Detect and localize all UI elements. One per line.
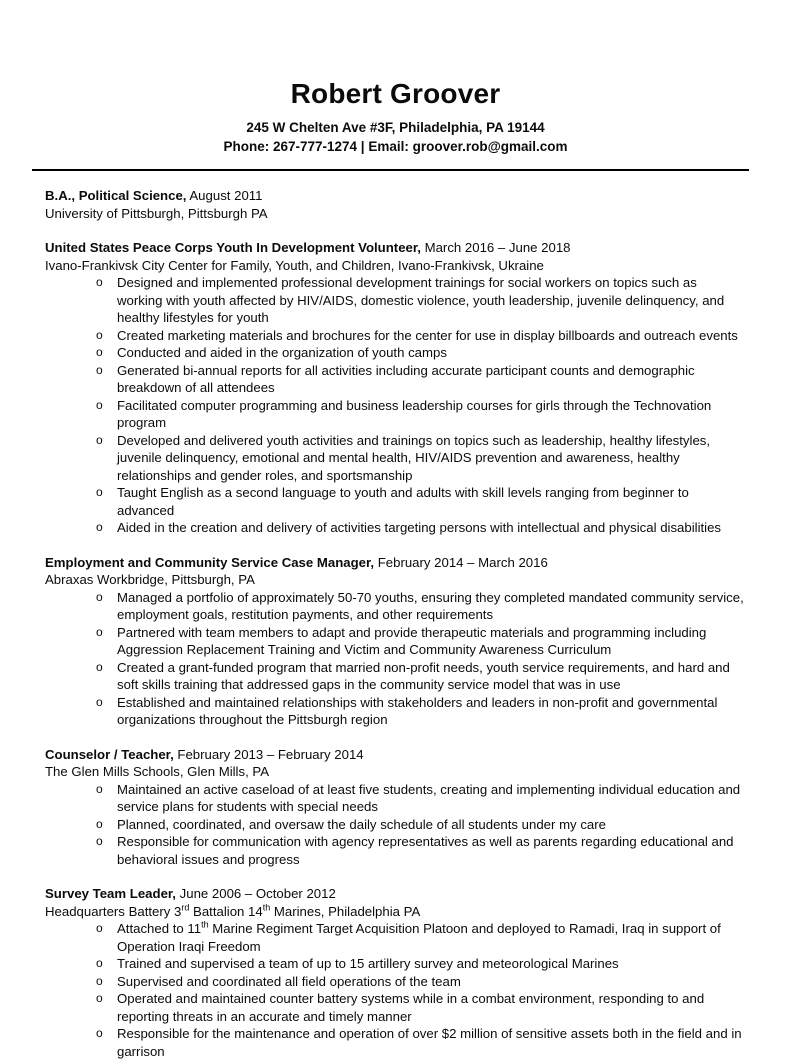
section-subtitle: Headquarters Battery 3rd Battalion 14th Marines, Philadelphia PA xyxy=(45,902,421,919)
bullet-list xyxy=(45,920,745,1060)
sections-container xyxy=(0,171,791,1060)
section-heading xyxy=(45,187,745,205)
bullet-marker: o xyxy=(96,589,103,604)
bullet-item xyxy=(45,659,745,694)
bullet-text: Created marketing materials and brochures for the center for use in display billboards and outreach events xyxy=(117,327,738,343)
bullet-marker: o xyxy=(96,327,103,342)
bullet-text: Supervised and coordinated all field operations of the team xyxy=(117,973,461,989)
bullet-text: Designed and implemented professional development trainings for social workers on topics such as working with youth affected by HIV/AIDS, domestic violence, youth leadership, juvenile delinquency, and healthy lifestyles for youth xyxy=(117,275,725,326)
section-heading xyxy=(45,746,745,764)
section-dates: February 2014 – March 2016 xyxy=(377,554,548,570)
bullet-marker: o xyxy=(96,921,103,936)
bullet-item xyxy=(45,955,745,973)
bullet-item xyxy=(45,920,745,955)
bullet-text: Developed and delivered youth activities and trainings on topics such as leadership, healthy lifestyles, juvenile delinquency, emotional and mental health, HIV/AIDS prevention and awareness, healthy relationships and gender roles, and sportsmanship xyxy=(117,432,711,483)
section-dates: August 2011 xyxy=(189,188,263,204)
section-heading xyxy=(45,885,745,903)
bullet-item xyxy=(45,397,745,432)
resume-header xyxy=(0,0,791,156)
bullet-item xyxy=(45,990,745,1025)
bullet-item xyxy=(45,833,745,868)
bullet-text: Responsible for the maintenance and operation of over $2 million of sensitive assets both in the field and in garrison xyxy=(117,1026,742,1059)
experience-section xyxy=(45,554,745,729)
section-subtitle: Abraxas Workbridge, Pittsburgh, PA xyxy=(45,572,255,588)
section-title: Survey Team Leader, xyxy=(45,886,176,902)
bullet-marker: o xyxy=(96,991,103,1006)
bullet-item xyxy=(45,694,745,729)
section-subtitle: Ivano-Frankivsk City Center for Family, Youth, and Children, Ivano-Frankivsk, Ukraine xyxy=(45,257,544,273)
bullet-text: Planned, coordinated, and oversaw the daily schedule of all students under my care xyxy=(117,816,606,832)
section-dates: June 2006 – October 2012 xyxy=(179,886,336,902)
section-heading xyxy=(45,239,745,257)
bullet-item xyxy=(45,344,745,362)
bullet-text: Partnered with team members to adapt and provide therapeutic materials and programming including Aggression Replacement Training and Victim and Community Awareness Curriculum xyxy=(117,624,707,658)
bullet-marker: o xyxy=(96,624,103,639)
person-address: 245 W Chelten Ave #3F, Philadelphia, PA 19144 xyxy=(246,120,545,136)
experience-section xyxy=(45,239,745,537)
bullet-text: Taught English as a second language to youth and adults with skill levels ranging from beginner to advanced xyxy=(117,485,689,518)
bullet-text: Maintained an active caseload of at least five students, creating and implementing individual education and service plans for students with special needs xyxy=(117,781,741,815)
bullet-marker: o xyxy=(96,781,103,796)
bullet-text: Established and maintained relationships with stakeholders and leaders in non-profit and governmental organizations throughout the Pittsburgh region xyxy=(117,694,718,728)
person-name: Robert Groover xyxy=(290,78,501,109)
bullet-text: Trained and supervised a team of up to 15 artillery survey and meteorological Marines xyxy=(117,956,619,972)
section-subtitle: University of Pittsburgh, Pittsburgh PA xyxy=(45,205,268,221)
ordinal-superscript: rd xyxy=(181,902,190,913)
experience-section xyxy=(45,187,745,222)
bullet-item xyxy=(45,816,745,834)
bullet-text: Aided in the creation and delivery of activities targeting persons with intellectual and physical disabilities xyxy=(117,520,722,536)
section-dates: March 2016 – June 2018 xyxy=(424,240,571,256)
bullet-text: Operated and maintained counter battery systems while in a combat environment, responding to and reporting threats in an accurate and timely manner xyxy=(117,991,705,1024)
bullet-item xyxy=(45,484,745,519)
bullet-list xyxy=(45,589,745,729)
bullet-marker: o xyxy=(96,485,103,500)
bullet-text: Responsible for communication with agency representatives as well as parents regarding educational and behavioral issues and progress xyxy=(117,834,734,867)
person-contact: Phone: 267-777-1274 | Email: groover.rob@gmail.com xyxy=(223,139,568,155)
bullet-marker: o xyxy=(96,816,103,831)
bullet-text: Facilitated computer programming and business leadership courses for girls through the Technovation program xyxy=(117,397,712,431)
bullet-text: Conducted and aided in the organization of youth camps xyxy=(117,345,447,361)
section-heading xyxy=(45,554,745,572)
section-title: Counselor / Teacher, xyxy=(45,746,174,762)
bullet-marker: o xyxy=(96,520,103,535)
bullet-text: Managed a portfolio of approximately 50-70 youths, ensuring they completed mandated community service, employment goals, restitution payments, and other requirements xyxy=(117,589,744,623)
bullet-item xyxy=(45,274,745,327)
bullet-marker: o xyxy=(96,973,103,988)
bullet-list xyxy=(45,274,745,537)
bullet-item xyxy=(45,432,745,485)
bullet-marker: o xyxy=(96,659,103,674)
bullet-item xyxy=(45,327,745,345)
section-title: United States Peace Corps Youth In Development Volunteer, xyxy=(45,240,421,256)
bullet-marker: o xyxy=(96,397,103,412)
section-dates: February 2013 – February 2014 xyxy=(177,746,364,762)
bullet-marker: o xyxy=(96,694,103,709)
ordinal-superscript: th xyxy=(201,919,209,930)
bullet-marker: o xyxy=(96,345,103,360)
bullet-marker: o xyxy=(96,275,103,290)
bullet-text: Attached to 11th Marine Regiment Target Acquisition Platoon and deployed to Ramadi, Iraq in support of Operation Iraqi Freedom xyxy=(117,919,721,954)
bullet-marker: o xyxy=(96,362,103,377)
bullet-marker: o xyxy=(96,834,103,849)
bullet-list xyxy=(45,781,745,869)
bullet-item xyxy=(45,362,745,397)
ordinal-superscript: th xyxy=(262,902,271,913)
bullet-text: Generated bi-annual reports for all activities including accurate participant counts and demographic breakdown of all attendees xyxy=(117,362,695,396)
bullet-marker: o xyxy=(96,1026,103,1041)
bullet-text: Created a grant-funded program that married non-profit needs, youth service requirements, and hard and soft skills training that addressed gaps in the community service model that was in use xyxy=(117,659,730,693)
experience-section xyxy=(45,885,745,1060)
section-title: B.A., Political Science, xyxy=(45,188,187,204)
experience-section xyxy=(45,746,745,869)
bullet-item xyxy=(45,624,745,659)
section-subtitle: The Glen Mills Schools, Glen Mills, PA xyxy=(45,764,270,780)
bullet-item xyxy=(45,973,745,991)
bullet-item xyxy=(45,781,745,816)
section-title: Employment and Community Service Case Manager, xyxy=(45,554,375,570)
bullet-marker: o xyxy=(96,432,103,447)
bullet-item xyxy=(45,519,745,537)
bullet-marker: o xyxy=(96,956,103,971)
bullet-item xyxy=(45,589,745,624)
bullet-item xyxy=(45,1025,745,1060)
